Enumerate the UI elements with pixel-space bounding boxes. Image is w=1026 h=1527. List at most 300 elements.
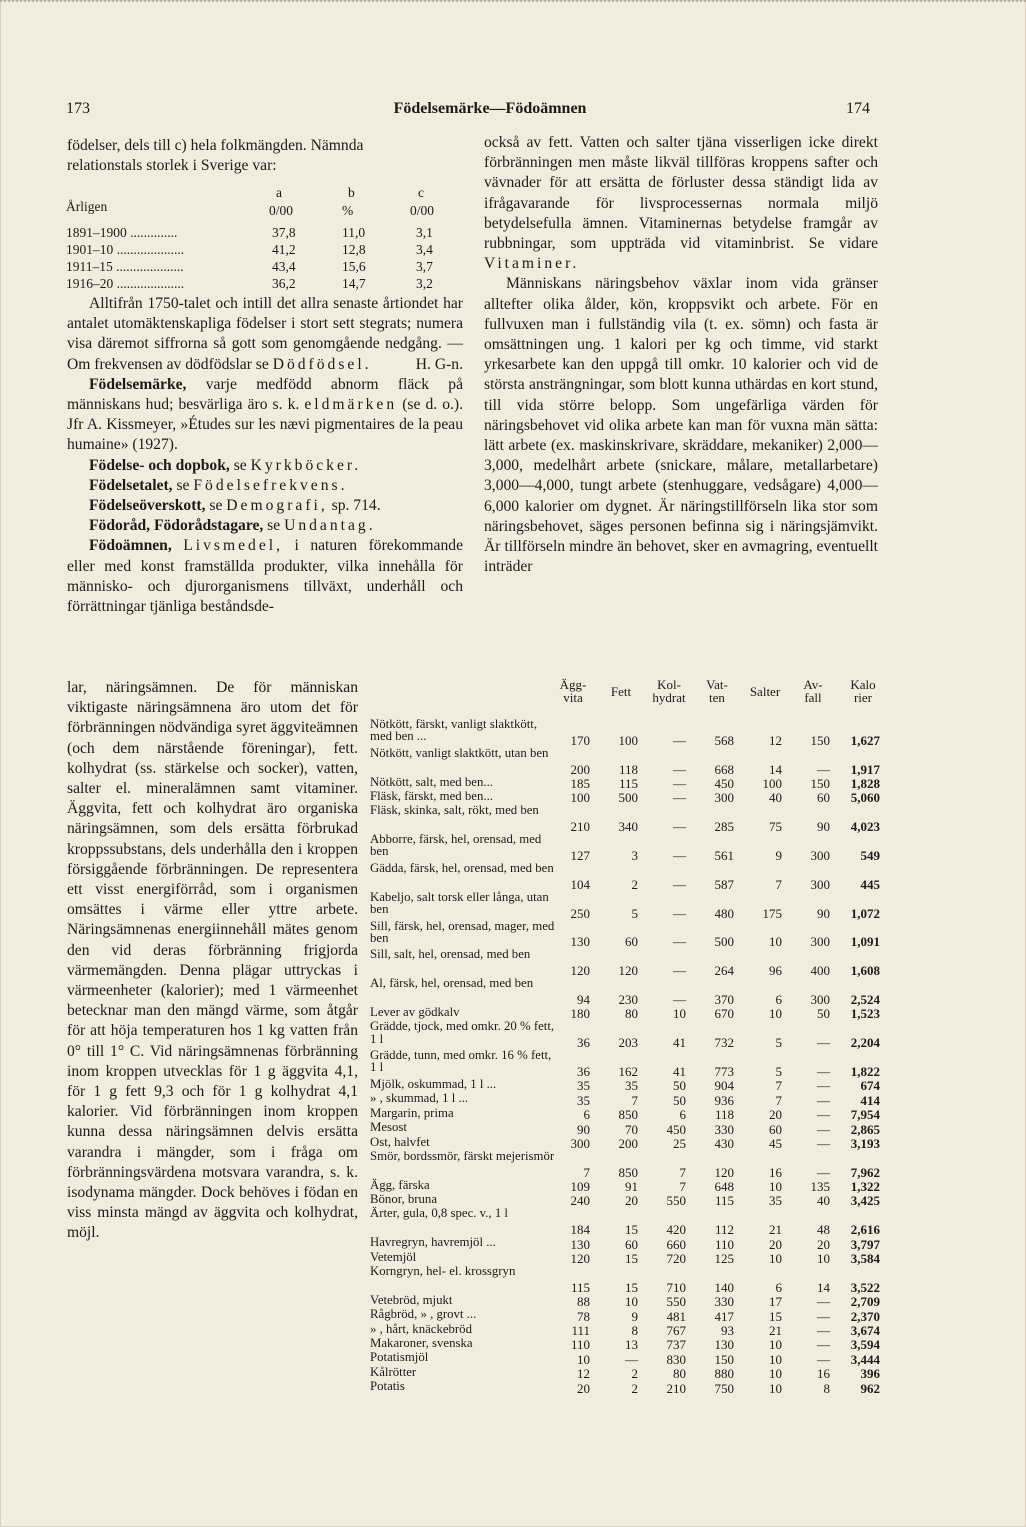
food-value: 5,060 (850, 790, 880, 806)
food-value: 250 (570, 905, 590, 921)
food-value: 330 (714, 1121, 734, 1137)
food-value: 150 (714, 1351, 734, 1367)
food-row (370, 1308, 890, 1322)
food-value: 110 (714, 1236, 734, 1252)
food-row (370, 790, 890, 804)
food-value: 2,204 (850, 1035, 880, 1051)
food-value: 561 (714, 847, 734, 863)
food-name: Nötkött, färskt, vanligt slaktkött, med ben ... (370, 717, 538, 744)
food-row (370, 1049, 890, 1078)
livsmedel-ref[interactable]: Livsmedel, (183, 537, 283, 555)
food-value: 850 (618, 1164, 638, 1180)
food-value: 41 (673, 1035, 686, 1051)
food-value: 112 (714, 1222, 734, 1238)
food-value: — (817, 1107, 830, 1123)
headword-fodorad: Födoråd, Födorådstagare, (89, 517, 264, 535)
food-value: 185 (570, 775, 590, 791)
food-value: — (673, 847, 686, 863)
food-value: 120 (714, 1164, 734, 1180)
overskott-tail: sp. 714. (327, 497, 381, 515)
food-value: 936 (714, 1092, 734, 1108)
food-value: 2,524 (850, 991, 880, 1007)
food-value: 150 (810, 775, 830, 791)
food-value: 1,828 (850, 775, 880, 791)
food-value: — (673, 905, 686, 921)
food-name: » , hårt, knäckebröd (370, 1321, 472, 1336)
rate-value-b: 15,6 (342, 259, 366, 274)
food-table-body (370, 718, 890, 1395)
food-name: Fläsk, skinka, salt, rökt, med ben (370, 803, 539, 818)
food-value: 88 (577, 1294, 590, 1310)
food-row (370, 1351, 890, 1365)
food-row (370, 1380, 890, 1394)
food-value: 10 (769, 1380, 782, 1396)
food-value: 773 (714, 1063, 734, 1079)
food-value: 15 (625, 1279, 638, 1295)
food-value: 2 (631, 1366, 638, 1382)
food-value: 3,193 (850, 1135, 880, 1151)
food-value: 1,917 (850, 761, 880, 777)
headword-fodelsemarke: Födelsemärke, (89, 375, 187, 393)
food-name: Mjölk, oskummad, 1 l ... (370, 1076, 497, 1091)
food-value: 41 (673, 1063, 686, 1079)
food-value: 10 (625, 1294, 638, 1310)
food-value: 417 (714, 1308, 734, 1324)
food-value: 3,584 (850, 1251, 880, 1267)
food-row (370, 1179, 890, 1193)
vitaminer-ref[interactable]: Vitaminer. (484, 255, 580, 273)
food-value: 549 (860, 847, 880, 863)
food-row (370, 1092, 890, 1106)
food-value: 7,954 (850, 1107, 880, 1123)
food-value: 78 (577, 1308, 590, 1324)
demografi-ref[interactable]: Demografi, (226, 497, 328, 515)
food-value: 720 (666, 1251, 686, 1267)
intro-line-1: födelser, dels till c) hela folkmängden. Nämnda (67, 137, 364, 154)
food-name: Al, färsk, hel, orensad, med ben (370, 976, 534, 991)
food-value: 8 (631, 1323, 638, 1339)
food-value: 500 (618, 790, 638, 806)
food-value: — (817, 1308, 830, 1324)
food-row (370, 1366, 890, 1380)
food-value: 115 (570, 1279, 590, 1295)
food-name: » , skummad, 1 l ... (370, 1091, 469, 1106)
food-row (370, 1251, 890, 1265)
food-value: 15 (625, 1222, 638, 1238)
food-name: Grädde, tjock, med omkr. 20 % fett, 1 l (370, 1019, 555, 1046)
food-col-header: Kol- hydrat (652, 677, 686, 705)
food-row (370, 1294, 890, 1308)
food-value: 180 (570, 1006, 590, 1022)
rate-value-a: 43,4 (272, 259, 296, 274)
food-row (370, 1136, 890, 1150)
rate-period: 1901–10 .................... (66, 242, 185, 257)
food-name: Ägg, färska (370, 1177, 430, 1192)
food-value: 10 (817, 1251, 830, 1267)
entry-fodelseoverskott (67, 496, 463, 516)
food-value: 8 (823, 1380, 830, 1396)
left-column-top (67, 136, 463, 176)
food-value: 127 (570, 847, 590, 863)
food-value: 300 (810, 991, 830, 1007)
dodfodsel-ref[interactable]: Dödfödsel. (272, 355, 372, 373)
food-value: 420 (666, 1222, 686, 1238)
rate-value-a: 36,2 (272, 276, 296, 291)
author-signature: H. G-n. (415, 355, 463, 373)
food-value: 35 (769, 1193, 782, 1209)
food-name: Vetebröd, mjukt (370, 1292, 453, 1307)
rate-period: 1916–20 .................... (66, 276, 185, 291)
food-row (370, 833, 890, 862)
eldmarken-ref[interactable]: eldmärken (304, 396, 398, 414)
food-value: 60 (625, 1236, 638, 1252)
food-value: 17 (769, 1294, 782, 1310)
food-value: 7 (631, 1092, 638, 1108)
food-value: 20 (769, 1236, 782, 1252)
food-value: 12 (769, 732, 782, 748)
food-name: Korngryn, hel- el. krossgryn (370, 1264, 516, 1279)
food-col-header: Fett (610, 684, 632, 699)
food-name: Kabeljo, salt torsk eller långa, utan ben (370, 889, 549, 916)
food-value: 13 (625, 1337, 638, 1353)
food-value: 6 (679, 1107, 686, 1123)
food-value: 120 (618, 963, 638, 979)
food-name: Smör, bordssmör, färskt mejerismör (370, 1148, 555, 1163)
food-col-header: Salter (749, 684, 781, 699)
fodorad-se: se (263, 517, 285, 535)
rate-col-unit-a: 0/00 (269, 203, 294, 218)
food-value: 400 (810, 963, 830, 979)
food-value: 50 (673, 1092, 686, 1108)
food-value: 20 (625, 1193, 638, 1209)
food-value: — (673, 963, 686, 979)
food-value: 184 (570, 1222, 590, 1238)
food-value: — (673, 790, 686, 806)
food-value: 170 (570, 732, 590, 748)
food-value: 60 (817, 790, 830, 806)
food-value: 5 (631, 905, 638, 921)
rate-value-b: 11,0 (342, 225, 366, 240)
entry-dopbok (67, 456, 463, 476)
food-table-header (370, 676, 890, 718)
right-para-2: Människans näringsbehov växlar inom vida gränser alltefter olika ålder, kön, kroppsvikt och arbete. För en fullvuxen man i fullständig vila (t. ex. sömn) och fasta är omsättningen ung. 1 kalori per kg och timme, vid starkt yrkesarbete kan den uppgå till omkr. 10 kalorier och vid de största ansträngningar, som blott kunna uthärdas en kort stund, till vida större belopp. Som ungefärliga värden för näringsbehovet vid olika arbete kan man för vuxna män sätta: lätt arbete (ex. maskinskrivare, skräddare, mekaniker) 2,000—3,000, medelhårt arbete (snickare, målare, metallarbetare) 3,000—4,000, tungt arbete (stenhuggare, vedsågare) 4,000—6,000 kalorier om dygnet. Är näringstillförseln lika stor som näringsbehovet, säges personen befinna sig i näringsjämvikt. Är tillförseln mindre än behovet, sker en avmagring, eventuellt inträder (484, 275, 878, 576)
food-value: 93 (721, 1323, 734, 1339)
food-row (370, 1236, 890, 1250)
food-value: 300 (810, 934, 830, 950)
food-value: — (817, 1351, 830, 1367)
food-row (370, 1078, 890, 1092)
food-row (370, 1265, 890, 1294)
food-value: — (673, 934, 686, 950)
rate-table-row (66, 276, 464, 293)
nonmarital-paragraph (67, 294, 463, 375)
food-value: — (817, 1121, 830, 1137)
food-value: 14 (769, 761, 782, 777)
food-value: 25 (673, 1135, 686, 1151)
food-col-header: Vat- ten (706, 677, 728, 705)
right-para-1-text: också av fett. Vatten och salter tjäna visserligen icke direkt förbränningen men måste likväl tillföras kroppens safter och vävnader för att ersätta de förluster dessa ständigt lida av ifrågavarande för livsprocessernas normala miljö betydelsefulla ämnen. Vitaminernas betydelse framgår av rubbningar, som uppträda vid vitaminbrist. Se vidare (484, 134, 878, 253)
food-value: 2,709 (850, 1294, 880, 1310)
food-value: 70 (625, 1121, 638, 1137)
food-value: 96 (769, 963, 782, 979)
entry-fodelsetalet (67, 476, 463, 496)
running-head: Födelsemärke—Födoämnen (393, 100, 587, 117)
entry-fodorad (67, 516, 463, 536)
food-value: 648 (714, 1179, 734, 1195)
right-para-1 (484, 133, 878, 274)
food-row (370, 804, 890, 833)
food-value: 90 (817, 819, 830, 835)
food-value: 330 (714, 1294, 734, 1310)
rate-table-row (66, 242, 464, 259)
fodoamnen-text: i naturen förekommande eller med konst framställda produkter, vilka innehålla för människo- och djurorganismens tillväxt, underhåll och förrättningar tjänliga beståndsde- (67, 537, 463, 616)
food-col-header: Ägg- vita (559, 677, 587, 705)
food-value: 481 (666, 1308, 686, 1324)
food-value: 36 (577, 1063, 590, 1079)
food-value: 240 (570, 1193, 590, 1209)
food-name: Potatis (370, 1379, 405, 1394)
food-value: 14 (817, 1279, 830, 1295)
food-name: Makaroner, svenska (370, 1336, 473, 1351)
food-value: 7 (775, 1092, 782, 1108)
food-value: 130 (570, 1236, 590, 1252)
food-value: — (673, 876, 686, 892)
food-name: Gädda, färsk, hel, orensad, med ben (370, 860, 554, 875)
food-row (370, 776, 890, 790)
food-value: 962 (860, 1380, 880, 1396)
food-value: 430 (714, 1135, 734, 1151)
dopbok-se: se (229, 456, 251, 474)
food-col-header: Av- fall (803, 677, 823, 705)
left-column-narrow (67, 678, 358, 1244)
food-value: 3 (631, 847, 638, 863)
food-value: 60 (625, 934, 638, 950)
food-col-header: Kalo rier (850, 677, 876, 705)
rate-table-header (66, 181, 464, 225)
food-value: — (673, 775, 686, 791)
rate-value-c: 3,7 (416, 259, 433, 274)
food-value: — (817, 1294, 830, 1310)
food-value: 200 (570, 761, 590, 777)
food-value: — (817, 1337, 830, 1353)
food-value: 550 (666, 1294, 686, 1310)
rate-value-a: 37,8 (272, 225, 296, 240)
food-value: 550 (666, 1193, 686, 1209)
food-name: Nötkött, salt, med ben... (370, 774, 493, 789)
food-value: 210 (666, 1380, 686, 1396)
food-value: 1,072 (850, 905, 880, 921)
food-name: Potatismjöl (370, 1350, 429, 1365)
food-value: 340 (618, 819, 638, 835)
food-value: 660 (666, 1236, 686, 1252)
food-value: 90 (817, 905, 830, 921)
rate-value-b: 14,7 (342, 276, 366, 291)
food-value: 230 (618, 991, 638, 1007)
food-value: 300 (570, 1135, 590, 1151)
food-value: — (673, 732, 686, 748)
food-value: 91 (625, 1179, 638, 1195)
food-value: 10 (577, 1351, 590, 1367)
food-value: 850 (618, 1107, 638, 1123)
food-value: 830 (666, 1351, 686, 1367)
food-value: 3,797 (850, 1236, 880, 1252)
rate-col-letter-c: c (418, 185, 424, 200)
food-value: 300 (714, 790, 734, 806)
food-value: 2 (631, 1380, 638, 1396)
kyrkbocker-ref[interactable]: Kyrkböcker. (250, 456, 362, 474)
food-value: — (817, 1323, 830, 1339)
food-value: 480 (714, 905, 734, 921)
food-row (370, 862, 890, 891)
food-value: 568 (714, 732, 734, 748)
food-value: 130 (570, 934, 590, 950)
food-row (370, 1107, 890, 1121)
rate-table-row (66, 225, 464, 242)
rate-value-c: 3,2 (416, 276, 433, 291)
food-value: 3,425 (850, 1193, 880, 1209)
food-value: 109 (570, 1179, 590, 1195)
rate-period: 1911–15 .................... (66, 259, 184, 274)
food-value: 10 (769, 1251, 782, 1267)
rate-col-label: Årligen (66, 199, 108, 214)
food-value: 264 (714, 963, 734, 979)
food-value: 1,523 (850, 1006, 880, 1022)
rate-value-c: 3,1 (416, 225, 433, 240)
food-value: 48 (817, 1222, 830, 1238)
food-name: Grädde, tunn, med omkr. 16 % fett, 1 l (370, 1048, 552, 1075)
food-value: 7 (775, 876, 782, 892)
right-column-top (484, 133, 878, 577)
food-value: 445 (860, 876, 880, 892)
food-value: 200 (618, 1135, 638, 1151)
food-value: 750 (714, 1380, 734, 1396)
food-row (370, 1006, 890, 1020)
food-value: 80 (625, 1006, 638, 1022)
fodelsefrekvens-ref[interactable]: Födelsefrekvens. (193, 476, 348, 494)
food-value: 500 (714, 934, 734, 950)
food-name: Abborre, färsk, hel, orensad, med ben (370, 832, 542, 859)
top-dotted-rule (0, 0, 1026, 5)
food-composition-table (370, 676, 890, 1395)
food-row (370, 1150, 890, 1179)
food-value: 904 (714, 1078, 734, 1094)
food-value: 10 (769, 1366, 782, 1382)
food-value: 1,322 (850, 1179, 880, 1195)
food-value: 3,594 (850, 1337, 880, 1353)
intro-line-2: relationstals storlek i Sverige var: (67, 157, 277, 175)
food-value: 7 (679, 1164, 686, 1180)
food-name: Mesost (370, 1120, 407, 1135)
entry-fodelsemarke (67, 375, 463, 456)
food-value: 10 (673, 1006, 686, 1022)
overskott-se: se (205, 497, 227, 515)
food-value: 20 (817, 1236, 830, 1252)
birth-rate-table (66, 181, 464, 293)
food-value: 125 (714, 1251, 734, 1267)
headword-fodelseoverskott: Födelseöverskott, (89, 497, 206, 515)
food-value: 120 (570, 963, 590, 979)
talet-se: se (172, 476, 194, 494)
food-value: 737 (666, 1337, 686, 1353)
food-row (370, 1323, 890, 1337)
food-value: 10 (769, 934, 782, 950)
food-value: 7 (775, 1078, 782, 1094)
entry-fodoamnen (67, 536, 463, 617)
food-value: 668 (714, 761, 734, 777)
food-value: 10 (769, 1006, 782, 1022)
food-value: 16 (817, 1366, 830, 1382)
food-value: 111 (571, 1323, 590, 1339)
food-value: 35 (577, 1078, 590, 1094)
food-value: 115 (714, 1193, 734, 1209)
food-value: 162 (618, 1063, 638, 1079)
food-value: 50 (817, 1006, 830, 1022)
food-name: Margarin, prima (370, 1105, 454, 1120)
fodelsemarke-text-1: varje medfödd abnorm fläck på människans hud; besvärliga äro s. k. (67, 375, 463, 414)
food-value: 2,616 (850, 1222, 880, 1238)
food-value: 1,627 (850, 732, 880, 748)
food-value: 6 (583, 1107, 590, 1123)
undantag-ref[interactable]: Undantag. (284, 517, 376, 535)
food-value: 150 (810, 732, 830, 748)
food-name: Sill, salt, hel, orensad, med ben (370, 947, 531, 962)
food-value: 130 (714, 1337, 734, 1353)
food-value: 414 (860, 1092, 880, 1108)
food-name: Havregryn, havremjöl ... (370, 1235, 496, 1250)
food-value: 4,023 (850, 819, 880, 835)
food-value: 20 (769, 1107, 782, 1123)
food-value: 10 (769, 1337, 782, 1353)
food-value: 880 (714, 1366, 734, 1382)
food-value: 5 (775, 1035, 782, 1051)
food-value: 396 (860, 1366, 880, 1382)
food-value: 3,444 (850, 1351, 880, 1367)
food-name: Ärter, gula, 0,8 spec. v., 1 l (370, 1206, 508, 1221)
rate-value-a: 41,2 (272, 242, 296, 257)
rate-value-c: 3,4 (416, 242, 433, 257)
food-value: 115 (618, 775, 638, 791)
food-value: 15 (769, 1308, 782, 1324)
food-value: 7 (679, 1179, 686, 1195)
food-row (370, 1193, 890, 1207)
right-page-number: 174 (846, 100, 870, 117)
food-value: 203 (618, 1035, 638, 1051)
rate-col-letter-b: b (348, 185, 355, 200)
food-value: — (817, 1092, 830, 1108)
food-value: 40 (769, 790, 782, 806)
food-value: — (817, 1035, 830, 1051)
food-row (370, 1337, 890, 1351)
food-value: 9 (775, 847, 782, 863)
food-value: 15 (625, 1251, 638, 1267)
food-value: 10 (769, 1351, 782, 1367)
food-name: Sill, färsk, hel, orensad, mager, med ben (370, 918, 555, 945)
rate-value-b: 12,8 (342, 242, 366, 257)
food-value: 3,674 (850, 1323, 880, 1339)
food-value: — (817, 1135, 830, 1151)
rate-col-letter-a: a (276, 185, 282, 200)
food-value: 1,822 (850, 1063, 880, 1079)
food-value: 5 (775, 1063, 782, 1079)
food-value: — (817, 1063, 830, 1079)
rate-col-unit-c: 0/00 (410, 203, 435, 218)
food-name: Vetemjöl (370, 1249, 417, 1264)
food-value: 100 (570, 790, 590, 806)
food-value: 370 (714, 991, 734, 1007)
food-value: — (673, 761, 686, 777)
rate-col-unit-b: % (342, 203, 354, 218)
left-column-body (67, 294, 463, 617)
